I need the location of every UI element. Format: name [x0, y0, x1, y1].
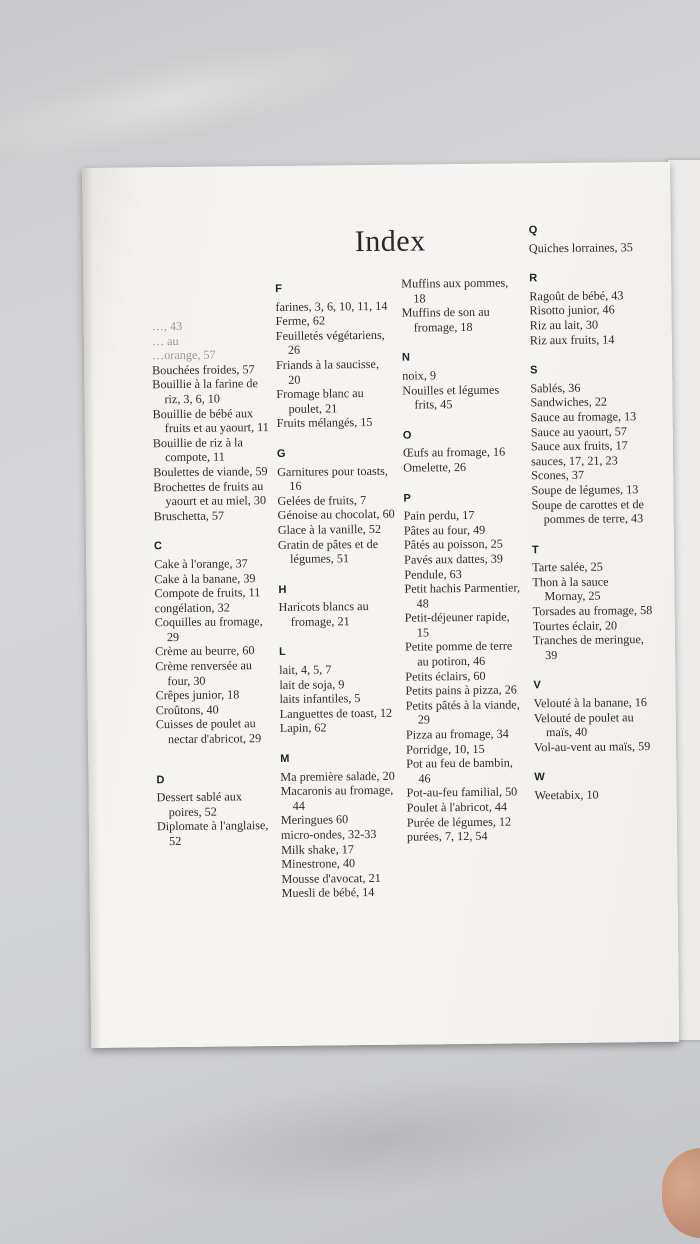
- index-entry: Poulet à l'abricot, 44: [406, 799, 508, 815]
- letter-heading-q: Q: [528, 224, 538, 237]
- index-entry: congélation, 32: [154, 600, 230, 615]
- index-entry: micro-ondes, 32-33: [280, 826, 377, 842]
- letter-heading-m: M: [280, 752, 290, 765]
- index-entry: Pain perdu, 17: [403, 508, 475, 523]
- index-entry: Thon à la sauce Mornay, 25: [532, 574, 609, 604]
- index-entry: …, 43: [151, 318, 183, 334]
- index-entry: Pendule, 63: [404, 566, 462, 582]
- index-entry: Quiches lorraines, 35: [528, 239, 633, 255]
- index-entry: Dessert sablé aux poires, 52: [156, 789, 242, 819]
- index-entry: Compote de fruits, 11: [154, 585, 261, 601]
- index-entry: Nouilles et légumes frits, 45: [402, 382, 500, 412]
- index-entry: Riz aux fruits, 14: [529, 331, 615, 347]
- letter-heading-p: P: [403, 492, 411, 505]
- index-entry: lait de soja, 9: [279, 676, 345, 692]
- letter-heading-d: D: [156, 773, 165, 786]
- index-entry: Haricots blancs au fromage, 21: [278, 599, 369, 629]
- index-entry: Pot au feu de bambin, 46: [406, 755, 513, 786]
- index-column-3: [401, 275, 525, 844]
- index-entry: Tarte salée, 25: [532, 559, 603, 575]
- index-entry: Sauce au fromage, 13: [530, 409, 637, 425]
- index-entry: Velouté de poulet au maïs, 40: [533, 709, 634, 740]
- index-entry: Vol-au-vent au maïs, 59: [534, 738, 651, 755]
- index-entry: Lapin, 62: [279, 720, 327, 736]
- index-entry: Purée de légumes, 12: [406, 814, 512, 830]
- sheet-highlight: [0, 17, 384, 183]
- page-title: Index: [354, 224, 426, 259]
- index-entry: lait, 4, 5, 7: [279, 662, 332, 678]
- index-entry: Pâtés au poisson, 25: [403, 536, 503, 552]
- index-entry: …orange, 57: [151, 347, 216, 363]
- letter-heading-w: W: [534, 771, 545, 784]
- index-entry: Ragoût de bébé, 43: [529, 288, 624, 304]
- index-entry: … au: [151, 333, 179, 348]
- index-entry: Sandwiches, 22: [530, 394, 608, 410]
- index-entry: Génoise au chocolat, 60: [277, 507, 395, 523]
- index-entry: Sauce au yaourt, 57: [530, 423, 627, 439]
- spine-shadow: [82, 168, 101, 1048]
- index-entry: Petits éclairs, 60: [405, 668, 486, 684]
- letter-heading-s: S: [530, 364, 538, 377]
- index-entry: Pâtes au four, 49: [403, 522, 486, 538]
- index-column-4: [529, 222, 655, 803]
- index-entry: Petits pains à pizza, 26: [405, 682, 517, 698]
- index-entry: sauces, 17, 21, 23: [531, 453, 618, 469]
- index-entry: laits infantiles, 5: [279, 691, 361, 707]
- index-entry: Porridge, 10, 15: [406, 741, 485, 757]
- index-entry: Bruschetta, 57: [153, 508, 225, 523]
- index-entry: Friands à la saucisse, 20: [275, 356, 380, 387]
- index-entry: Petits pâtés à la viande, 29: [405, 697, 520, 727]
- index-entry: Petit hachis Parmentier, 48: [404, 580, 521, 611]
- index-entry: Pavés aux dattes, 39: [404, 551, 504, 567]
- index-entry: Crêpes junior, 18: [155, 687, 240, 703]
- index-entry: Fruits mélangés, 15: [276, 415, 373, 431]
- finger-tip: [662, 1148, 700, 1238]
- index-entry: Mousse d'avocat, 21: [281, 870, 381, 886]
- index-entry: Soupe de carottes et de pommes de terre, 43: [531, 496, 644, 527]
- letter-heading-v: V: [533, 679, 541, 692]
- index-entry: Minestrone, 40: [281, 856, 356, 872]
- index-entry: Torsades au fromage, 58: [532, 603, 653, 619]
- index-entry: purées, 7, 12, 54: [406, 828, 488, 844]
- index-entry: Muffins aux pommes, 18: [401, 275, 509, 306]
- index-entry: Macaronis au fromage, 44: [280, 782, 394, 813]
- index-entry: Scones, 37: [531, 468, 585, 483]
- sheet-shadow: [115, 1053, 645, 1227]
- index-entry: Fromage blanc au poulet, 21: [276, 386, 364, 416]
- index-column-1: [152, 318, 278, 849]
- index-entry: Ferme, 62: [275, 313, 326, 329]
- letter-heading-o: O: [402, 429, 412, 442]
- letter-heading-r: R: [529, 272, 538, 285]
- index-entry: Tourtes éclair, 20: [532, 618, 618, 633]
- index-entry: Muffins de son au fromage, 18: [401, 304, 490, 335]
- index-entry: Pizza au fromage, 34: [405, 726, 509, 742]
- index-entry: Œufs au fromage, 16: [402, 444, 506, 460]
- index-entry: Riz au lait, 30: [529, 317, 599, 333]
- index-entry: Crème renversée au four, 30: [155, 658, 253, 688]
- letter-heading-f: F: [275, 282, 283, 295]
- index-entry: Tranches de meringue, 39: [532, 632, 644, 663]
- index-entry: Sablés, 36: [530, 380, 581, 396]
- booklet-page: [82, 162, 679, 1048]
- letter-heading-h: H: [278, 583, 287, 596]
- index-entry: Pot-au-feu familial, 50: [406, 784, 518, 801]
- index-entry: Ma première salade, 20: [280, 768, 395, 784]
- letter-heading-n: N: [401, 351, 411, 365]
- index-entry: Cuisses de poulet au nectar d'abricot, 29: [155, 716, 262, 747]
- index-entry: noix, 9: [402, 368, 437, 383]
- index-entry: Milk shake, 17: [281, 841, 354, 857]
- index-entry: Bouillie de bébé aux fruits et au yaourt, 11: [152, 405, 269, 436]
- index-entry: Gelées de fruits, 7: [277, 492, 367, 508]
- index-entry: Garnitures pour toasts, 16: [277, 463, 388, 493]
- index-entry: Weetabix, 10: [534, 787, 599, 803]
- index-entry: Cake à l'orange, 37: [154, 556, 248, 572]
- index-entry: Feuilletés végétariens, 26: [275, 327, 385, 358]
- index-entry: farines, 3, 6, 10, 11, 14: [275, 298, 388, 314]
- index-entry: Petit-déjeuner rapide, 15: [404, 609, 510, 640]
- index-entry: Boulettes de viande, 59: [153, 464, 268, 480]
- index-entry: Bouillie de riz à la compote, 11: [152, 435, 243, 465]
- index-entry: Crème au beurre, 60: [154, 643, 255, 659]
- index-entry: Croûtons, 40: [155, 702, 219, 718]
- index-entry: Petite pomme de terre au potiron, 46: [404, 638, 513, 669]
- index-entry: Muesli de bébé, 14: [281, 885, 375, 901]
- index-entry: Velouté à la banane, 16: [533, 695, 648, 711]
- index-entry: Diplomate à l'anglaise, 52: [156, 818, 269, 849]
- faded-entries: [152, 318, 272, 363]
- index-entry: Languettes de toast, 12: [279, 705, 393, 721]
- index-entry: Sauce aux fruits, 17: [530, 438, 628, 454]
- index-entry: Glace à la vanille, 52: [277, 521, 382, 537]
- index-entry: Bouillie à la farine de riz, 3, 6, 10: [152, 376, 258, 407]
- letter-heading-c: C: [153, 540, 162, 553]
- index-entry: Risotto junior, 46: [529, 302, 615, 318]
- index-entry: Gratin de pâtes et de légumes, 51: [277, 536, 379, 566]
- index-entry: Meringues 60: [280, 812, 349, 828]
- index-entry: Cake à la banane, 39: [154, 570, 256, 586]
- index-entry: Soupe de légumes, 13: [531, 482, 639, 498]
- index-entry: Coquilles au fromage, 29: [154, 614, 263, 645]
- index-column-2: [275, 281, 399, 901]
- index-entry: Bouchées froides, 57: [152, 361, 255, 378]
- letter-heading-l: L: [279, 646, 286, 659]
- index-entry: Omelette, 26: [403, 459, 467, 475]
- index-entry: Brochettes de fruits au yaourt et au miel, 30: [153, 478, 267, 509]
- letter-heading-t: T: [531, 543, 539, 556]
- letter-heading-g: G: [276, 447, 286, 460]
